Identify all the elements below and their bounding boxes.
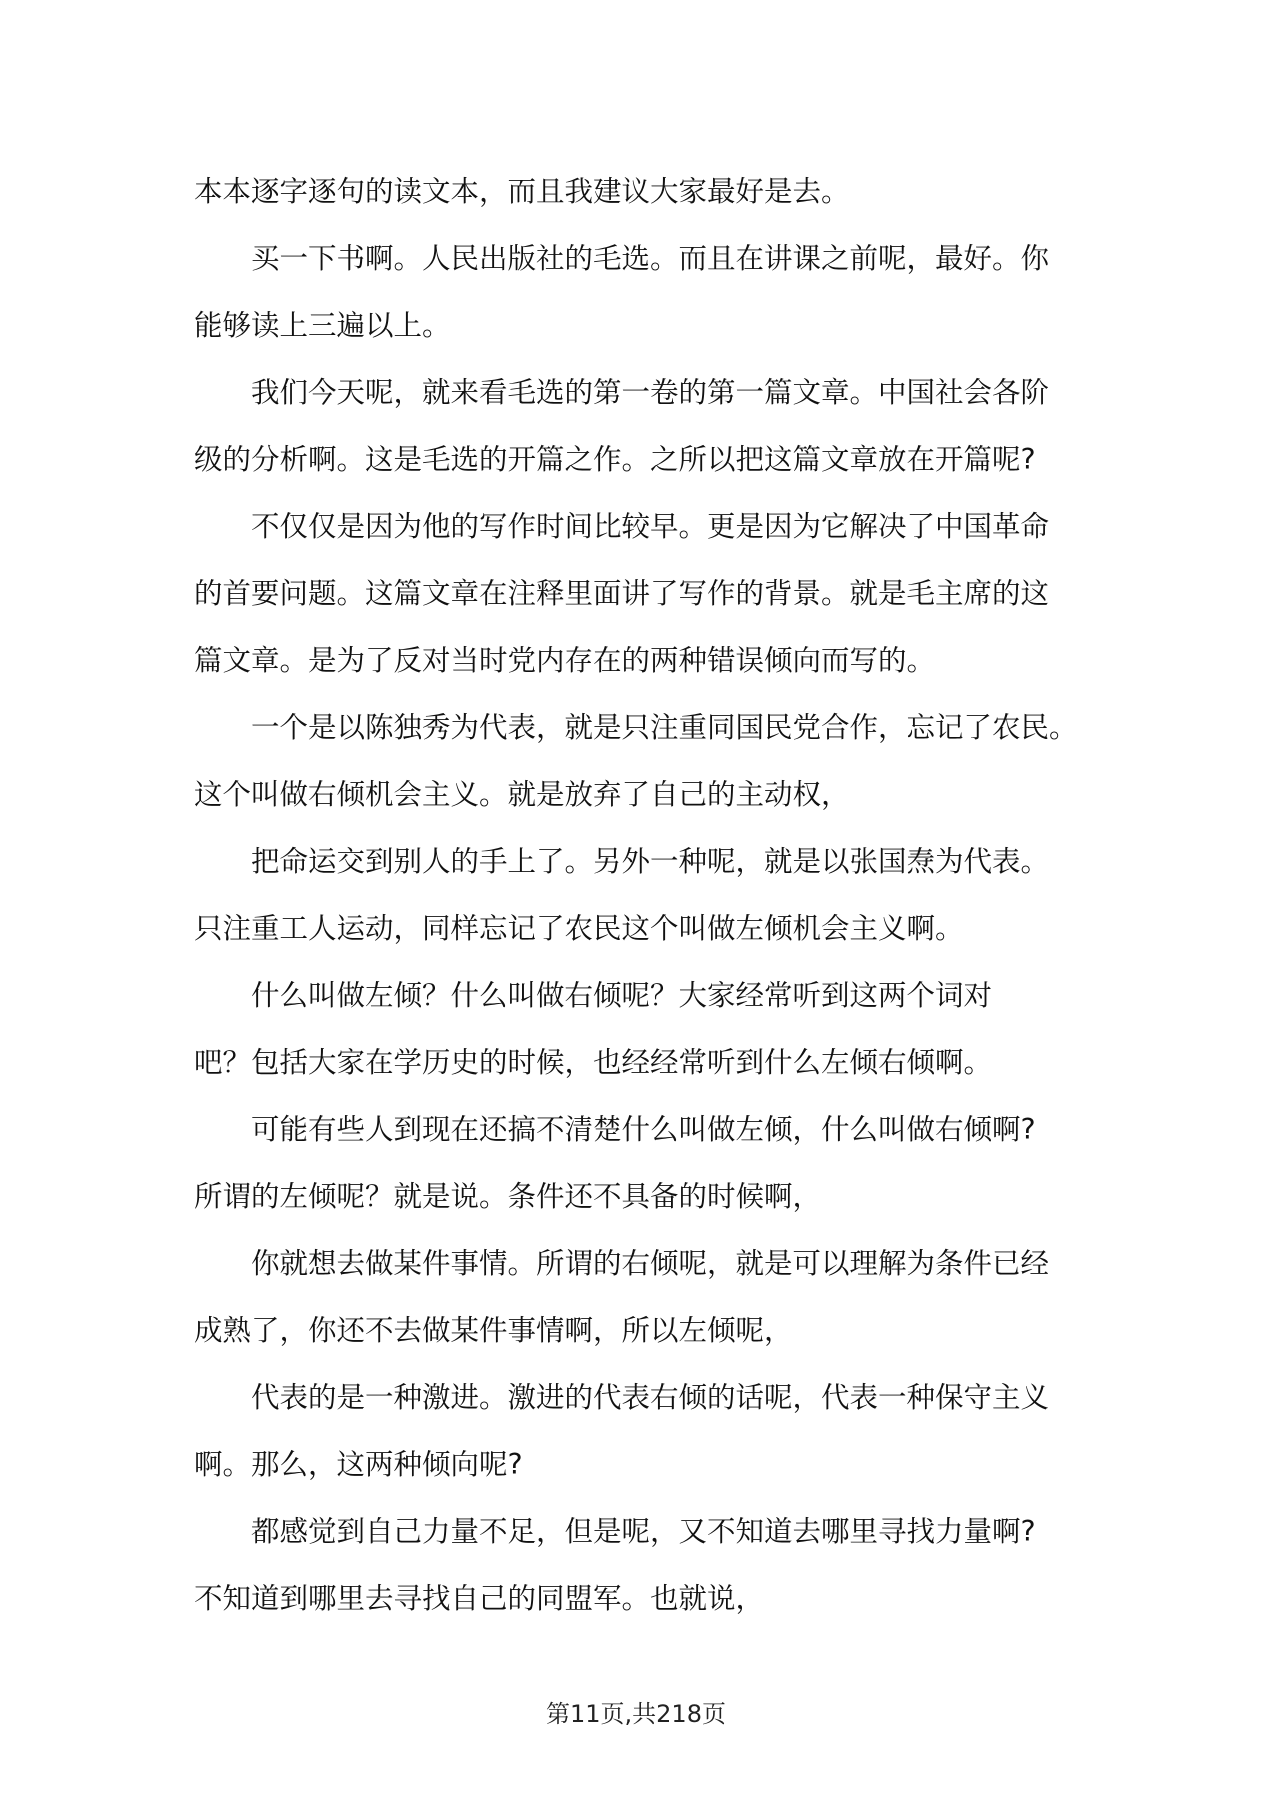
text-line: 能够读上三遍以上。	[194, 309, 451, 342]
text-line: 可能有些人到现在还搞不清楚什么叫做左倾，什么叫做右倾啊?	[251, 1113, 1036, 1146]
text-line: 代表的是一种激进。激进的代表右倾的话呢，代表一种保守主义	[251, 1381, 1050, 1414]
text-line: 的首要问题。这篇文章在注释里面讲了写作的背景。就是毛主席的这	[194, 577, 1050, 610]
text-line: 一个是以陈独秀为代表，就是只注重同国民党合作，忘记了农民。	[251, 711, 1078, 744]
text-line: 不仅仅是因为他的写作时间比较早。更是因为它解决了中国革命	[251, 510, 1050, 543]
text-line: 只注重工人运动，同样忘记了农民这个叫做左倾机会主义啊。	[194, 912, 964, 945]
text-line: 所谓的左倾呢？就是说。条件还不具备的时候啊，	[194, 1180, 822, 1213]
text-line: 啊。那么，这两种倾向呢?	[194, 1448, 523, 1481]
text-line: 买一下书啊。人民出版社的毛选。而且在讲课之前呢，最好。你	[251, 242, 1050, 275]
text-line: 把命运交到别人的手上了。另外一种呢，就是以张国焘为代表。	[251, 845, 1050, 878]
text-line: 篇文章。是为了反对当时党内存在的两种错误倾向而写的。	[194, 644, 936, 677]
text-line: 成熟了，你还不去做某件事情啊，所以左倾呢，	[194, 1314, 793, 1347]
text-line: 我们今天呢，就来看毛选的第一卷的第一篇文章。中国社会各阶	[251, 376, 1050, 409]
text-line: 都感觉到自己力量不足，但是呢，又不知道去哪里寻找力量啊?	[251, 1515, 1036, 1548]
text-line: 不知道到哪里去寻找自己的同盟军。也就说，	[194, 1582, 765, 1615]
text-line: 这个叫做右倾机会主义。就是放弃了自己的主动权，	[194, 778, 850, 811]
document-body	[194, 158, 1094, 1632]
text-line: 吧？包括大家在学历史的时候，也经经常听到什么左倾右倾啊。	[194, 1046, 993, 1079]
text-line: 本本逐字逐句的读文本，而且我建议大家最好是去。	[194, 175, 850, 208]
page-number-footer: 第11页,共218页	[546, 1700, 726, 1728]
text-line: 级的分析啊。这是毛选的开篇之作。之所以把这篇文章放在开篇呢?	[194, 443, 1036, 476]
text-line: 你就想去做某件事情。所谓的右倾呢，就是可以理解为条件已经	[251, 1247, 1050, 1280]
text-line: 什么叫做左倾？什么叫做右倾呢？大家经常听到这两个词对	[251, 979, 993, 1012]
